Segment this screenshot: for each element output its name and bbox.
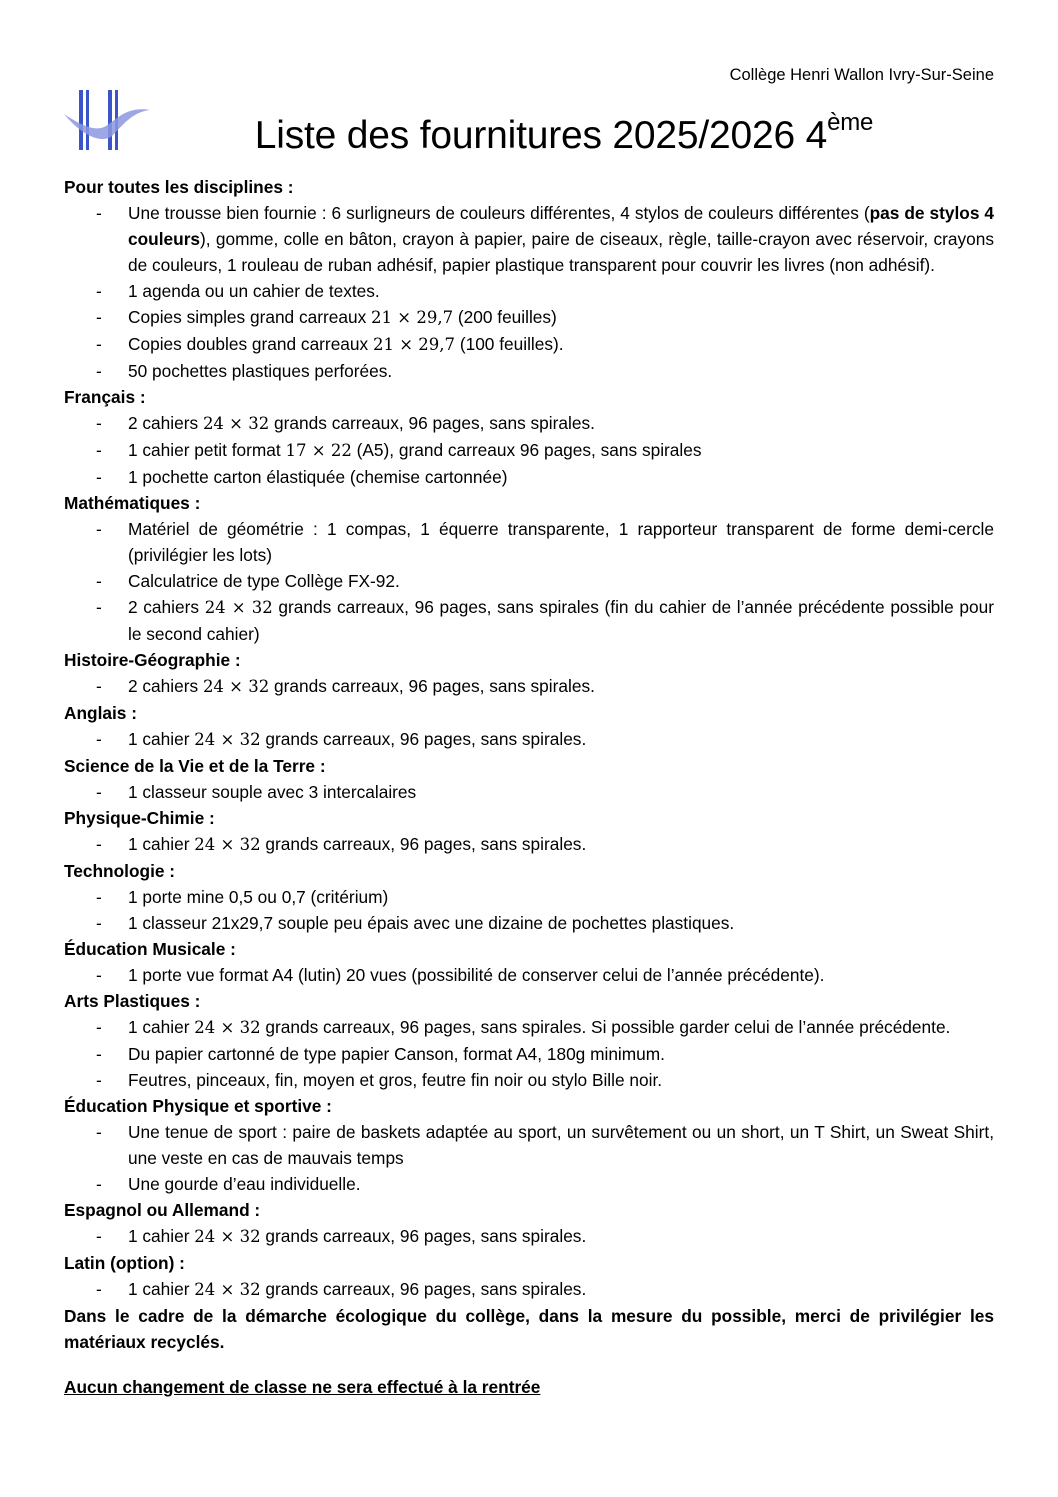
section-heading: Éducation Physique et sportive : [64, 1096, 332, 1116]
section-heading: Éducation Musicale : [64, 939, 236, 959]
dimension-text: 24 × 32 [194, 1018, 261, 1037]
item-text: ), gomme, colle en bâton, crayon à papier, paire de ciseaux, règle, taille-crayon avec réservoir, crayons de couleurs, 1 rouleau de ruban adhésif, papier plastique transparent pour couvrir les livres (non adhésif). [128, 229, 994, 275]
list-item [64, 594, 994, 647]
section-items [64, 884, 994, 936]
dimension-text: 24 × 32 [202, 677, 270, 696]
item-text: Copies simples grand carreaux [128, 307, 372, 327]
item-text: 1 classeur souple avec 3 intercalaires [128, 782, 417, 802]
list-item [64, 673, 994, 700]
item-text: Du papier cartonné de type papier Canson, format A4, 180g minimum. [128, 1044, 665, 1064]
item-text: 1 cahier [128, 729, 195, 749]
section-heading: Histoire-Géographie : [64, 650, 241, 670]
list-item [64, 962, 994, 988]
list-item [64, 1014, 994, 1041]
section-items [64, 410, 994, 490]
list-item [64, 779, 994, 805]
section-items [64, 831, 994, 858]
list-item [64, 884, 994, 910]
item-text: 1 cahier [128, 1279, 195, 1299]
list-item [64, 1276, 994, 1303]
dimension-text: 17 × 22 [285, 441, 352, 460]
list-item [64, 410, 994, 437]
item-text: grands carreaux, 96 pages, sans spirales (fin du cahier de l’année précédente possible pour le second cahier) [128, 597, 994, 644]
section-items [64, 726, 994, 753]
list-item [64, 568, 994, 594]
section-items [64, 516, 994, 647]
dimension-text: 21 × 29,7 [372, 335, 456, 354]
dimension-text: 24 × 32 [194, 1227, 261, 1246]
item-text: Feutres, pinceaux, fin, moyen et gros, feutre fin noir ou stylo Bille noir. [128, 1070, 663, 1090]
item-text: 1 cahier [128, 834, 195, 854]
title-text: Liste des fournitures 2025/2026 4 [254, 114, 828, 157]
item-text: grands carreaux, 96 pages, sans spirales. Si possible garder celui de l’année précédente. [260, 1017, 951, 1037]
list-item [64, 304, 994, 331]
list-item [64, 278, 994, 304]
title-superscript: ème [827, 109, 874, 136]
item-text: 2 cahiers [128, 676, 203, 696]
list-item [64, 1041, 994, 1067]
section-items [64, 1014, 994, 1093]
item-text: grands carreaux, 96 pages, sans spirales. [260, 1279, 587, 1299]
supply-list [64, 174, 994, 1400]
section-heading: Latin (option) : [64, 1253, 185, 1273]
section-heading: Mathématiques : [64, 493, 201, 513]
dimension-text: 24 × 32 [194, 835, 261, 854]
bold-text: pas de stylos 4 couleurs [128, 203, 995, 249]
item-text: 1 porte vue format A4 (lutin) 20 vues (possibilité de conserver celui de l’année précédente). [128, 965, 825, 985]
item-text: 1 cahier petit format [128, 440, 286, 460]
section-items [64, 1223, 994, 1250]
item-text: 1 pochette carton élastiquée (chemise cartonnée) [128, 467, 508, 487]
item-text: 50 pochettes plastiques perforées. [128, 361, 393, 381]
item-text: grands carreaux, 96 pages, sans spirales. [269, 676, 595, 696]
list-item [64, 910, 994, 936]
item-text: 1 cahier [128, 1226, 195, 1246]
list-item [64, 726, 994, 753]
item-text: 1 porte mine 0,5 ou 0,7 (critérium) [128, 887, 389, 907]
list-item [64, 437, 994, 464]
dimension-text: 24 × 32 [204, 598, 273, 617]
section-items [64, 1119, 994, 1197]
item-text: Matériel de géométrie : 1 compas, 1 équerre transparente, 1 rapporteur transparent de forme demi-cercle (privilégier les lots) [128, 519, 994, 565]
item-text: 2 cahiers [128, 597, 205, 617]
item-text: Une gourde d’eau individuelle. [128, 1174, 361, 1194]
item-text: 1 cahier [128, 1017, 195, 1037]
item-text: (A5), grand carreaux 96 pages, sans spirales [351, 440, 702, 460]
item-text: 1 classeur 21x29,7 souple peu épais avec une dizaine de pochettes plastiques. [128, 913, 735, 933]
section-heading: Physique-Chimie : [64, 808, 215, 828]
section-items [64, 673, 994, 700]
section-heading: Anglais : [64, 703, 137, 723]
section-items [64, 200, 994, 384]
list-item [64, 1223, 994, 1250]
section-heading: Français : [64, 387, 146, 407]
list-item [64, 1119, 994, 1171]
item-text: 2 cahiers [128, 413, 203, 433]
list-item [64, 1171, 994, 1197]
footer-notice: Aucun changement de classe ne sera effectué à la rentrée [64, 1377, 541, 1397]
section-heading: Espagnol ou Allemand : [64, 1200, 261, 1220]
item-text: grands carreaux, 96 pages, sans spirales. [260, 834, 587, 854]
section-items [64, 779, 994, 805]
list-item [64, 831, 994, 858]
item-text: Une trousse bien fournie : 6 surligneurs de couleurs différentes, 4 stylos de couleurs différentes ( [128, 203, 870, 223]
section-heading: Pour toutes les disciplines : [64, 177, 294, 197]
list-item [64, 464, 994, 490]
ecology-note: Dans le cadre de la démarche écologique du collège, dans la mesure du possible, merci de privilégier les matériaux recyclés. [64, 1306, 994, 1352]
list-item [64, 331, 994, 358]
item-text: grands carreaux, 96 pages, sans spirales. [260, 729, 587, 749]
section-heading: Science de la Vie et de la Terre : [64, 756, 326, 776]
list-item [64, 358, 994, 384]
item-text: (200 feuilles) [453, 307, 557, 327]
list-item [64, 516, 994, 568]
item-text: 1 agenda ou un cahier de textes. [128, 281, 380, 301]
list-item [64, 200, 994, 278]
item-text: grands carreaux, 96 pages, sans spirales. [269, 413, 595, 433]
section-items [64, 1276, 994, 1303]
dimension-text: 24 × 32 [194, 1280, 261, 1299]
dimension-text: 21 × 29,7 [371, 308, 454, 327]
section-items [64, 962, 994, 988]
item-text: Une tenue de sport : paire de baskets adaptée au sport, un survêtement ou un short, un T Shirt, un Sweat Shirt, une veste en cas de mauvais temps [128, 1122, 994, 1168]
list-item [64, 1067, 994, 1093]
sections-container [64, 174, 994, 1303]
dimension-text: 24 × 32 [194, 730, 261, 749]
page-title [0, 109, 1058, 158]
section-heading: Arts Plastiques : [64, 991, 201, 1011]
item-text: (100 feuilles). [455, 334, 564, 354]
section-heading: Technologie : [64, 861, 176, 881]
dimension-text: 24 × 32 [202, 414, 270, 433]
item-text: grands carreaux, 96 pages, sans spirales. [260, 1226, 587, 1246]
school-name: Collège Henri Wallon Ivry-Sur-Seine [729, 66, 994, 84]
item-text: Copies doubles grand carreaux [128, 334, 373, 354]
item-text: Calculatrice de type Collège FX-92. [128, 571, 400, 591]
